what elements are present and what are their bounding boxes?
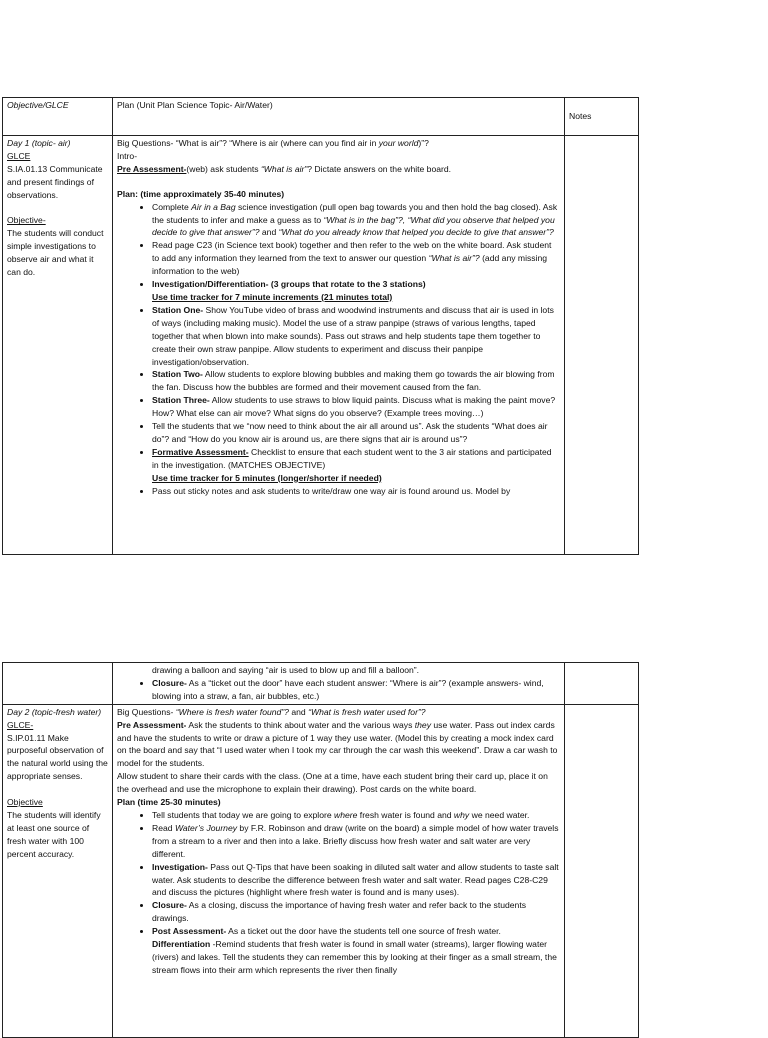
day2-glce-text: S.IP.01.11 Make purposeful observation of the natural world using the appropriate senses. xyxy=(7,732,108,782)
list-item: • Station One- Show YouTube video of brass and woodwind instruments and discuss that air is used in lots of ways (including making music). Model the use of a straw panpipe (straws of various lengths, taped together that when blown into make sounds). Pass out straws and help students tape them together to create their own straw panpipe. Allow students to experiment and discuss their panpipe investigation/observation. xyxy=(152,304,560,369)
continuation-row xyxy=(3,663,639,705)
day1-objective-label: Objective- xyxy=(7,215,46,226)
continuation-plan-cell xyxy=(113,663,565,705)
lesson-plan-table-page-2 xyxy=(2,662,639,1038)
day1-plan-cell xyxy=(113,136,565,555)
day1-row xyxy=(3,136,639,555)
day1-plan-list xyxy=(117,201,560,498)
day2-big-questions: Big Questions- “Where is fresh water found”? and “What is fresh water used for”? xyxy=(117,706,426,717)
day1-glce-label: GLCE xyxy=(7,150,31,161)
continuation-text: drawing a balloon and saying “air is used to blow up and fill a balloon”. xyxy=(152,665,420,675)
day2-row xyxy=(3,704,639,1037)
list-item: • Post Assessment- As a ticket out the door have the students tell one source of fresh water. Differentiation -Remind students that fresh water is found in small water (streams), larger flowing water (rivers) and lakes. Tell the students they can remember this by looking at their finger as a small stream, the stream flows into their arm which represents the river then finally xyxy=(152,925,560,977)
list-item: • Pass out sticky notes and ask students to write/draw one way air is found around us. Model by xyxy=(152,485,560,498)
list-item: • Closure- As a closing, discuss the importance of having fresh water and refer back to the students drawings. xyxy=(152,899,560,925)
day2-share: Allow student to share their cards with the class. (One at a time, have each student bring their card up, place it on the overhead and use the microphone to explain their drawing). Post cards on the white board. xyxy=(117,771,548,795)
list-item: • Station Two- Allow students to explore blowing bubbles and making them go towards the air blowing from the fan. Discuss how the bubbles are formed and their movement caused from the fan. xyxy=(152,368,560,394)
day2-objective-cell xyxy=(3,704,113,1037)
day2-plan-cell xyxy=(113,704,565,1037)
day2-notes-cell xyxy=(565,704,639,1037)
list-item: • Formative Assessment- Checklist to ensure that each student went to the 3 air stations and participated in the investigation. (MATCHES OBJECTIVE) Use time tracker for 5 minutes (longer/shorter if needed) xyxy=(152,446,560,485)
day2-plan-label: Plan (time 25-30 minutes) xyxy=(117,797,221,808)
table-header-row xyxy=(3,98,639,136)
lesson-plan-table-page-1 xyxy=(2,97,639,555)
day2-pre-assessment: Pre Assessment- Ask the students to think about water and the various ways they use water. Pass out index cards and have the students to write or draw a picture of 1 way they use water. (Model this by creating a mock index card on the board and say that “I used water when I took my car through the car wash this weekend”. Draw a car wash to model for the students. xyxy=(117,719,558,769)
day1-objective-cell xyxy=(3,136,113,555)
day2-plan-list xyxy=(117,809,560,977)
day2-title: Day 2 (topic-fresh water) xyxy=(7,706,102,717)
day1-notes-cell xyxy=(565,136,639,555)
list-item: • Station Three- Allow students to use straws to blow liquid paints. Discuss what is making the paint move? How? What else can air move? What signs do you observe? (Example trees moving…) xyxy=(152,394,560,420)
header-plan: Plan (Unit Plan Science Topic- Air/Water) xyxy=(113,98,565,136)
page-2 xyxy=(0,640,768,1024)
list-item: • Read Water’s Journey by F.R. Robinson and draw (write on the board) a simple model of how water travels from a stream to a river and then into a lake. Briefly discuss how fresh water and salt water are very different. xyxy=(152,822,560,861)
day2-objective-label: Objective xyxy=(7,797,43,808)
day1-pre-assessment: Pre Assessment-(web) ask students “What is air”? Dictate answers on the white board. xyxy=(117,163,452,174)
day2-glce-label: GLCE- xyxy=(7,719,34,730)
day1-big-questions: Big Questions- “What is air”? “Where is air (where can you find air in your world)”? xyxy=(117,138,429,148)
list-item: • Investigation- Pass out Q-Tips that have been soaking in diluted salt water and allow students to taste salt water. Ask students to describe the difference between fresh water and salt water. Read pages C28-C29 and discuss the pictures (highlight where fresh water is found and is many uses). xyxy=(152,861,560,900)
continuation-objective-cell xyxy=(3,663,113,705)
day1-intro: Intro- xyxy=(117,150,138,161)
day2-objective-text: The students will identify at least one source of fresh water with 100 percent accuracy. xyxy=(7,809,101,859)
list-item: • Read page C23 (in Science text book) together and then refer to the web on the white board. Ask student to add any information they learned from the text to answer our question “What is air”? (add any missing information to the web) xyxy=(152,239,560,278)
page-gap xyxy=(0,560,768,640)
list-item: • Closure- As a “ticket out the door” have each student answer: “Where is air”? (example answers- wind, blowing into a straw, a fan, air bubbles, etc.) xyxy=(152,677,560,703)
day1-objective-text: The students will conduct simple investigations to observe air and what it can do. xyxy=(7,228,104,278)
list-item: • Tell the students that we “now need to think about the air all around us”. Ask the students “What does air do”? and “How do you know air is around us, are there signs that air is around us”? xyxy=(152,420,560,446)
continuation-list xyxy=(117,677,560,703)
list-item: • Complete Air in a Bag science investigation (pull open bag towards you and then hold the bag closed). Ask the students to infer and make a guess as to “What is in the bag”?, “What did you observe that helped you decide to give that answer”? and “What do you already know that helped you decide to give that answer”? xyxy=(152,201,560,240)
continuation-notes-cell xyxy=(565,663,639,705)
header-notes: Notes xyxy=(565,98,639,136)
header-objective: Objective/GLCE xyxy=(3,98,113,136)
list-item: • Investigation/Differentiation- (3 groups that rotate to the 3 stations) Use time tracker for 7 minute increments (21 minutes total) xyxy=(152,278,560,304)
day1-glce-text: S.IA.01.13 Communicate and present findings of observations. xyxy=(7,163,103,200)
list-item: • Tell students that today we are going to explore where fresh water is found and why we need water. xyxy=(152,809,560,822)
day1-plan-label: Plan: (time approximately 35-40 minutes) xyxy=(117,188,285,199)
day1-title: Day 1 (topic- air) xyxy=(7,138,71,148)
